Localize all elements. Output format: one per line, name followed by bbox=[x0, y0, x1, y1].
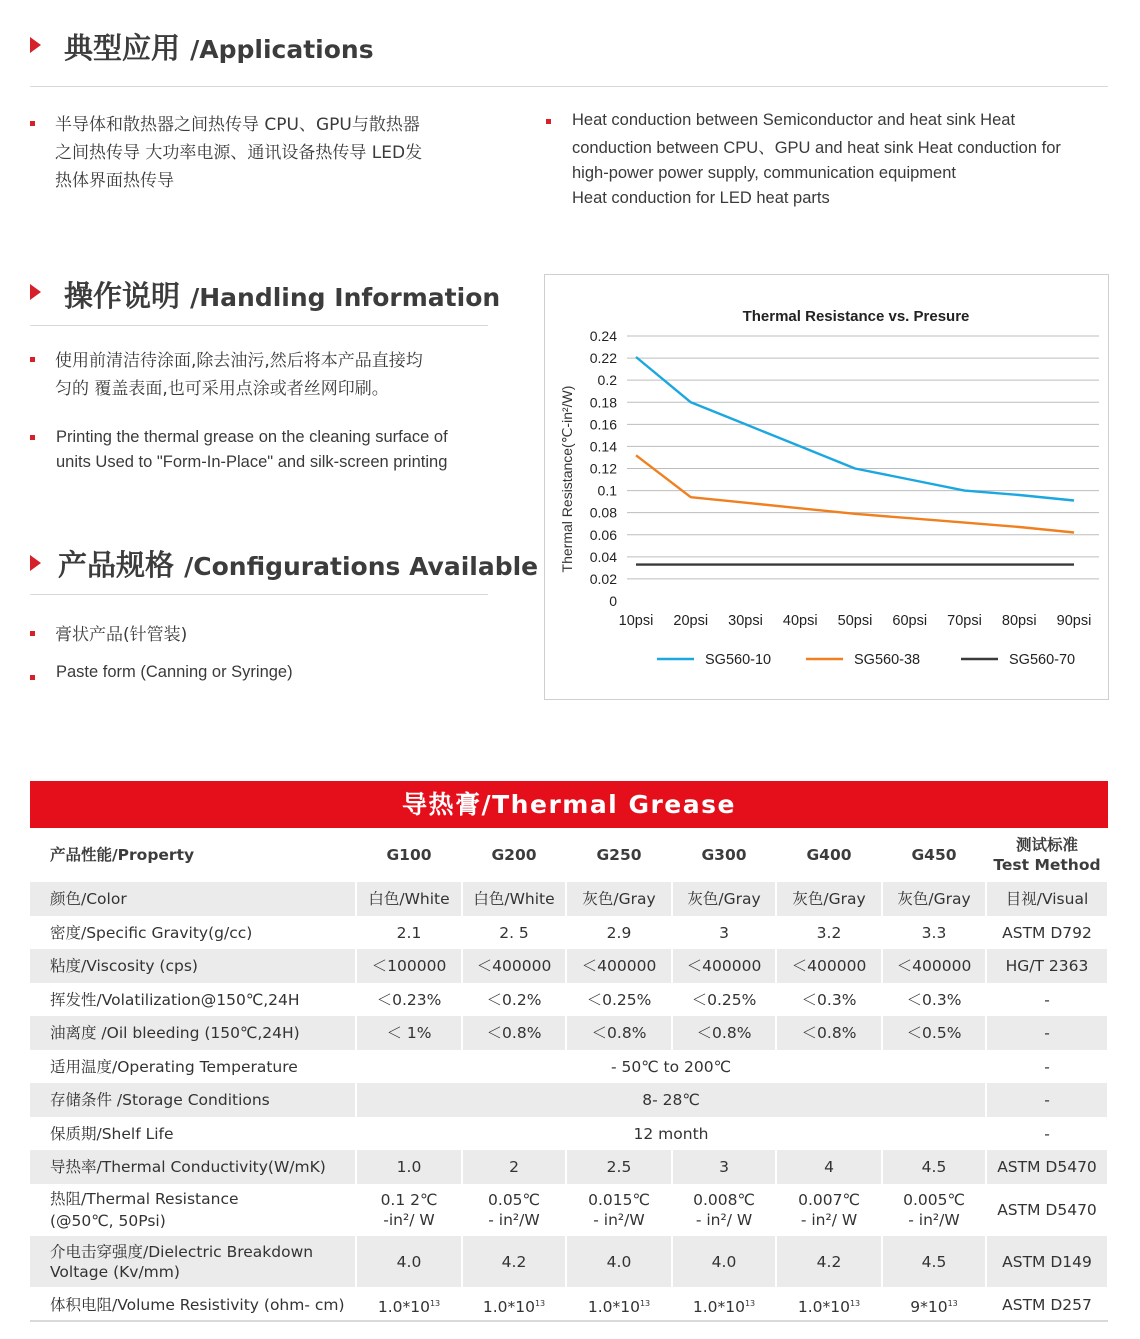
row-value: 4 bbox=[776, 1150, 882, 1184]
row-value: ＜400000 bbox=[462, 949, 566, 983]
table-row bbox=[30, 1083, 1108, 1117]
header-method-en: Test Method bbox=[993, 856, 1101, 874]
value-exponent: 13 bbox=[639, 1298, 651, 1308]
value-exponent: 13 bbox=[744, 1298, 756, 1308]
row-method: - bbox=[986, 1083, 1108, 1117]
row-property: 挥发性/Volatilization@150℃,24H bbox=[30, 983, 356, 1016]
row-value: 1.0 bbox=[356, 1150, 462, 1184]
applications-cn-text bbox=[55, 111, 422, 195]
row-value: 2.9 bbox=[566, 916, 672, 949]
handling-title bbox=[64, 274, 500, 315]
row-property: 密度/Specific Gravity(g/cc) bbox=[30, 916, 356, 949]
row-value: 2.1 bbox=[356, 916, 462, 949]
value-base: 1.0*10 bbox=[692, 1297, 745, 1316]
row-value: ＜400000 bbox=[776, 949, 882, 983]
divider bbox=[30, 325, 488, 326]
row-value bbox=[462, 1184, 566, 1236]
x-tick-label: 10psi bbox=[618, 613, 654, 629]
row-value-line: 0.005℃ bbox=[903, 1191, 965, 1209]
row-value bbox=[566, 1184, 672, 1236]
chart-title: Thermal Resistance vs. Presure bbox=[742, 308, 970, 325]
row-value-line: 0.1 2℃ bbox=[380, 1191, 438, 1209]
row-value bbox=[882, 1287, 986, 1323]
header-model: G400 bbox=[776, 828, 882, 882]
row-value: 4.5 bbox=[882, 1236, 986, 1287]
row-value: ＜ 1% bbox=[356, 1016, 462, 1050]
row-property bbox=[30, 1236, 356, 1287]
legend-label: SG560-10 bbox=[705, 652, 772, 668]
row-value: ＜0.2% bbox=[462, 983, 566, 1016]
row-value: 灰色/Gray bbox=[566, 882, 672, 916]
row-value: ＜0.8% bbox=[566, 1016, 672, 1050]
thermal-resistance-chart bbox=[545, 275, 1108, 699]
text-line: 之间热传导 大功率电源、通讯设备热传导 LED发 bbox=[55, 143, 423, 163]
applications-title bbox=[64, 26, 374, 67]
configurations-title-en: /Configurations Available bbox=[184, 552, 539, 581]
table-row bbox=[30, 882, 1108, 916]
row-value bbox=[776, 1287, 882, 1323]
row-value: ＜0.8% bbox=[462, 1016, 566, 1050]
table-row bbox=[30, 949, 1108, 983]
row-value-line: 0.008℃ bbox=[693, 1191, 755, 1209]
row-value: 3 bbox=[672, 1150, 776, 1184]
row-value: ＜400000 bbox=[566, 949, 672, 983]
row-property: 颜色/Color bbox=[30, 882, 356, 916]
value-base: 9*10 bbox=[910, 1297, 948, 1316]
text-line: 使用前清洁待涂面,除去油污,然后将本产品直接均 bbox=[55, 351, 423, 371]
table-row bbox=[30, 916, 1108, 949]
row-span-value: 8- 28℃ bbox=[356, 1083, 986, 1117]
row-value-line: 0.05℃ bbox=[488, 1191, 540, 1209]
x-tick-label: 20psi bbox=[673, 613, 709, 629]
table-row bbox=[30, 1117, 1108, 1150]
section-marker-icon bbox=[30, 37, 41, 53]
series-line-sg560-10 bbox=[636, 357, 1074, 501]
y-tick-label: 0.08 bbox=[589, 504, 617, 521]
table-row bbox=[30, 983, 1108, 1016]
row-method: 目视/Visual bbox=[986, 882, 1108, 916]
configurations-title bbox=[58, 543, 538, 584]
chart-panel bbox=[544, 274, 1109, 700]
row-method: ASTM D5470 bbox=[986, 1184, 1108, 1236]
y-tick-label: 0.2 bbox=[597, 372, 617, 389]
table-header-row bbox=[30, 828, 1108, 882]
y-tick-label: 0.24 bbox=[589, 328, 617, 344]
divider bbox=[30, 594, 488, 595]
legend-label: SG560-70 bbox=[1009, 652, 1076, 668]
table-row bbox=[30, 1287, 1108, 1323]
text-line: Heat conduction for LED heat parts bbox=[572, 189, 830, 207]
table-bottom-rule bbox=[30, 1320, 1108, 1322]
row-property: 导热率/Thermal Conductivity(W/mK) bbox=[30, 1150, 356, 1184]
y-tick-label: 0.1 bbox=[597, 482, 617, 499]
y-tick-label: 0.16 bbox=[589, 416, 617, 433]
row-value: 4.2 bbox=[462, 1236, 566, 1287]
row-value: 3 bbox=[672, 916, 776, 949]
row-value: 2.5 bbox=[566, 1150, 672, 1184]
applications-en-text bbox=[572, 108, 1061, 211]
bullet-icon bbox=[30, 435, 35, 440]
text-line: Printing the thermal grease on the cleaning surface of bbox=[56, 428, 448, 446]
row-value: 白色/White bbox=[462, 882, 566, 916]
configurations-en-text: Paste form (Canning or Syringe) bbox=[56, 663, 293, 681]
value-exponent: 13 bbox=[849, 1298, 861, 1308]
y-tick-label: 0.18 bbox=[589, 394, 617, 411]
value-base: 1.0*10 bbox=[377, 1297, 430, 1316]
value-exponent: 13 bbox=[534, 1298, 546, 1308]
header-model: G100 bbox=[356, 828, 462, 882]
x-tick-label: 40psi bbox=[782, 613, 818, 629]
applications-title-en: /Applications bbox=[190, 35, 374, 64]
x-tick-label: 90psi bbox=[1056, 613, 1092, 629]
row-value: 灰色/Gray bbox=[672, 882, 776, 916]
x-tick-label: 50psi bbox=[837, 613, 873, 629]
value-base: 1.0*10 bbox=[482, 1297, 535, 1316]
table-row bbox=[30, 1236, 1108, 1287]
row-value: 4.0 bbox=[566, 1236, 672, 1287]
bullet-icon bbox=[30, 675, 35, 680]
value-base: 1.0*10 bbox=[587, 1297, 640, 1316]
divider bbox=[30, 86, 1108, 87]
table-row bbox=[30, 1016, 1108, 1050]
row-method: ASTM D257 bbox=[986, 1287, 1108, 1323]
row-value-line: - in²/W bbox=[488, 1211, 540, 1229]
header-method-cn: 测试标准 bbox=[1015, 836, 1078, 854]
row-property-line: 热阻/Thermal Resistance bbox=[50, 1190, 239, 1208]
legend-label: SG560-38 bbox=[854, 652, 921, 668]
table-banner bbox=[30, 781, 1108, 828]
row-value: ＜0.3% bbox=[776, 983, 882, 1016]
spec-table bbox=[30, 828, 1109, 1323]
configurations-title-cn: 产品规格 bbox=[58, 548, 175, 582]
row-value bbox=[672, 1184, 776, 1236]
x-tick-label: 30psi bbox=[728, 613, 763, 629]
header-model: G200 bbox=[462, 828, 566, 882]
row-method: - bbox=[986, 1050, 1108, 1083]
applications-title-cn: 典型应用 bbox=[64, 31, 181, 65]
row-property: 适用温度/Operating Temperature bbox=[30, 1050, 356, 1083]
row-value: 灰色/Gray bbox=[882, 882, 986, 916]
x-tick-label: 80psi bbox=[1001, 613, 1037, 629]
row-method: - bbox=[986, 1016, 1108, 1050]
row-property: 保质期/Shelf Life bbox=[30, 1117, 356, 1150]
row-method: ASTM D149 bbox=[986, 1236, 1108, 1287]
row-method: ASTM D792 bbox=[986, 916, 1108, 949]
row-property: 粘度/Viscosity (cps) bbox=[30, 949, 356, 983]
text-line: 匀的 覆盖表面,也可采用点涂或者丝网印刷。 bbox=[55, 379, 389, 399]
row-value: ＜0.23% bbox=[356, 983, 462, 1016]
handling-en-text bbox=[56, 425, 448, 475]
row-value: ＜400000 bbox=[882, 949, 986, 983]
y-tick-label: 0 bbox=[609, 593, 617, 609]
row-value bbox=[566, 1287, 672, 1323]
row-span-value: 12 month bbox=[356, 1117, 986, 1150]
value-exponent: 13 bbox=[429, 1298, 441, 1308]
row-value: 2. 5 bbox=[462, 916, 566, 949]
row-value: ＜0.8% bbox=[672, 1016, 776, 1050]
row-value-line: - in²/W bbox=[593, 1211, 645, 1229]
handling-cn-text bbox=[55, 347, 423, 403]
header-model: G450 bbox=[882, 828, 986, 882]
row-value: 白色/White bbox=[356, 882, 462, 916]
row-value-line: - in²/ W bbox=[800, 1211, 858, 1229]
text-line: 热体界面热传导 bbox=[55, 171, 174, 191]
row-value-line: 0.007℃ bbox=[798, 1191, 860, 1209]
row-value-line: - in²/ W bbox=[695, 1211, 753, 1229]
row-value: ＜100000 bbox=[356, 949, 462, 983]
text-line: high-power power supply, communication equipment bbox=[572, 164, 956, 182]
row-value bbox=[882, 1184, 986, 1236]
bullet-icon bbox=[30, 631, 35, 636]
text-line: units Used to "Form-In-Place" and silk-screen printing bbox=[56, 453, 448, 471]
header-model: G300 bbox=[672, 828, 776, 882]
bullet-icon bbox=[30, 121, 35, 126]
text-line: Heat conduction between Semiconductor and heat sink Heat bbox=[572, 111, 1016, 129]
row-span-value: - 50℃ to 200℃ bbox=[356, 1050, 986, 1083]
row-value: 3.2 bbox=[776, 916, 882, 949]
x-tick-label: 60psi bbox=[892, 613, 928, 629]
y-tick-label: 0.22 bbox=[589, 350, 617, 367]
header-method bbox=[986, 828, 1108, 882]
y-tick-label: 0.02 bbox=[589, 570, 617, 587]
table-banner-title: 导热膏/Thermal Grease bbox=[402, 790, 736, 819]
configurations-cn-text: 膏状产品(针管装) bbox=[55, 625, 188, 645]
row-method: - bbox=[986, 983, 1108, 1016]
row-property-line: Voltage (Kv/mm) bbox=[50, 1262, 180, 1281]
header-property: 产品性能/Property bbox=[30, 828, 356, 882]
row-value-line: 0.015℃ bbox=[588, 1191, 650, 1209]
row-method: HG/T 2363 bbox=[986, 949, 1108, 983]
row-property: 体积电阻/Volume Resistivity (ohm- cm) bbox=[30, 1287, 356, 1323]
row-value: ＜0.25% bbox=[566, 983, 672, 1016]
row-value: ＜0.5% bbox=[882, 1016, 986, 1050]
row-value bbox=[356, 1287, 462, 1323]
row-property-line: 介电击穿强度/Dielectric Breakdown bbox=[50, 1242, 314, 1261]
text-line: 半导体和散热器之间热传导 CPU、GPU与散热器 bbox=[55, 115, 420, 135]
row-value-line: -in²/ W bbox=[383, 1211, 435, 1229]
row-value: 4.5 bbox=[882, 1150, 986, 1184]
row-property bbox=[30, 1184, 356, 1236]
section-marker-icon bbox=[30, 284, 41, 300]
row-value: 4.0 bbox=[356, 1236, 462, 1287]
row-value-line: - in²/W bbox=[908, 1211, 960, 1229]
row-value: 2 bbox=[462, 1150, 566, 1184]
row-value: ＜0.3% bbox=[882, 983, 986, 1016]
row-value bbox=[776, 1184, 882, 1236]
row-value bbox=[462, 1287, 566, 1323]
header-model: G250 bbox=[566, 828, 672, 882]
row-method: - bbox=[986, 1117, 1108, 1150]
row-value: 灰色/Gray bbox=[776, 882, 882, 916]
row-value: ＜0.25% bbox=[672, 983, 776, 1016]
y-tick-label: 0.12 bbox=[589, 460, 617, 477]
row-property: 油离度 /Oil bleeding (150℃,24H) bbox=[30, 1016, 356, 1050]
row-value bbox=[356, 1184, 462, 1236]
handling-title-cn: 操作说明 bbox=[64, 279, 181, 313]
section-marker-icon bbox=[30, 555, 41, 571]
row-value: ＜400000 bbox=[672, 949, 776, 983]
y-tick-label: 0.14 bbox=[589, 438, 617, 455]
value-exponent: 13 bbox=[947, 1298, 958, 1308]
y-tick-label: 0.04 bbox=[589, 548, 617, 565]
handling-title-en: /Handling Information bbox=[190, 283, 501, 312]
row-value: 4.0 bbox=[672, 1236, 776, 1287]
bullet-icon bbox=[546, 119, 551, 124]
row-method: ASTM D5470 bbox=[986, 1150, 1108, 1184]
table-row bbox=[30, 1184, 1108, 1236]
row-property-line: (@50℃, 50Psi) bbox=[50, 1212, 166, 1230]
bullet-icon bbox=[30, 357, 35, 362]
table-row bbox=[30, 1150, 1108, 1184]
row-value: 4.2 bbox=[776, 1236, 882, 1287]
row-value: ＜0.8% bbox=[776, 1016, 882, 1050]
value-base: 1.0*10 bbox=[797, 1297, 850, 1316]
row-property: 存储条件 /Storage Conditions bbox=[30, 1083, 356, 1117]
table-row bbox=[30, 1050, 1108, 1083]
row-value bbox=[672, 1287, 776, 1323]
y-tick-label: 0.06 bbox=[589, 526, 617, 543]
text-line: conduction between CPU、GPU and heat sink Heat conduction for bbox=[572, 139, 1061, 157]
chart-y-axis-label: Thermal Resistance(℃-in²/W) bbox=[559, 385, 575, 573]
row-value: 3.3 bbox=[882, 916, 986, 949]
x-tick-label: 70psi bbox=[947, 613, 982, 629]
